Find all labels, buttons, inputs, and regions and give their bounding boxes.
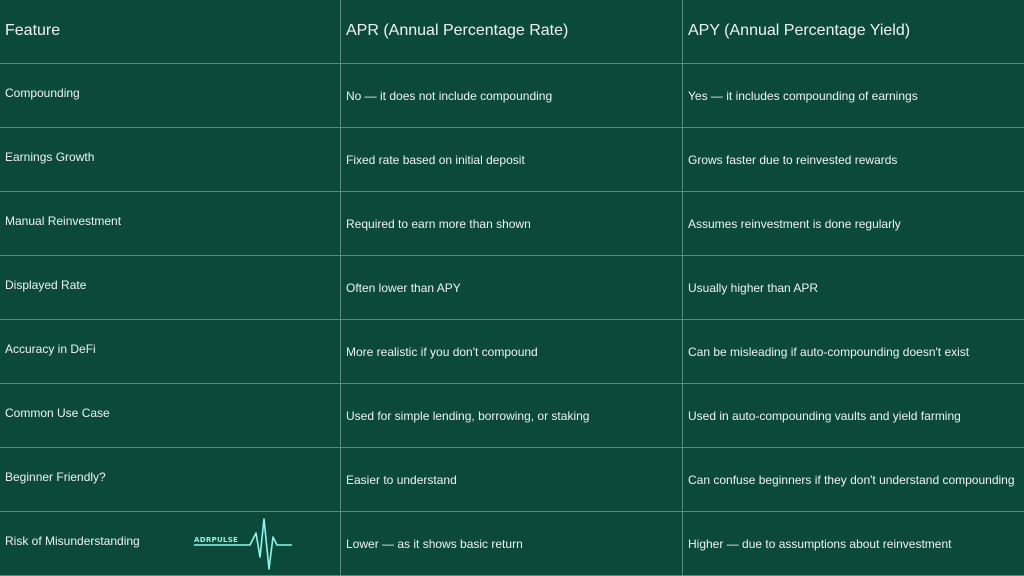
row-apy: Can be misleading if auto-compounding doesn't exist bbox=[683, 320, 1024, 384]
row-feature: Accuracy in DeFi bbox=[0, 320, 341, 384]
row-apr: No — it does not include compounding bbox=[341, 64, 683, 128]
row-apr: Used for simple lending, borrowing, or staking bbox=[341, 384, 683, 448]
row-apy: Yes — it includes compounding of earnings bbox=[683, 64, 1024, 128]
row-apr: Required to earn more than shown bbox=[341, 192, 683, 256]
row-apr: Often lower than APY bbox=[341, 256, 683, 320]
row-feature: Compounding bbox=[0, 64, 341, 128]
adrpulse-logo bbox=[194, 515, 292, 571]
row-apy: Assumes reinvestment is done regularly bbox=[683, 192, 1024, 256]
header-apr: APR (Annual Percentage Rate) bbox=[341, 0, 683, 64]
row-apr: More realistic if you don't compound bbox=[341, 320, 683, 384]
row-apy: Usually higher than APR bbox=[683, 256, 1024, 320]
row-apy: Higher — due to assumptions about reinvestment bbox=[683, 512, 1024, 576]
row-feature: Beginner Friendly? bbox=[0, 448, 341, 512]
header-feature: Feature bbox=[0, 0, 341, 64]
logo-text: ADRPULSE bbox=[194, 536, 239, 544]
row-feature: Risk of Misunderstanding bbox=[0, 512, 341, 576]
row-apy: Grows faster due to reinvested rewards bbox=[683, 128, 1024, 192]
row-feature: Common Use Case bbox=[0, 384, 341, 448]
row-feature: Manual Reinvestment bbox=[0, 192, 341, 256]
header-apy: APY (Annual Percentage Yield) bbox=[683, 0, 1024, 64]
row-apy: Used in auto-compounding vaults and yield farming bbox=[683, 384, 1024, 448]
row-apy: Can confuse beginners if they don't understand compounding bbox=[683, 448, 1024, 512]
row-apr: Lower — as it shows basic return bbox=[341, 512, 683, 576]
row-feature: Earnings Growth bbox=[0, 128, 341, 192]
row-apr: Fixed rate based on initial deposit bbox=[341, 128, 683, 192]
row-apr: Easier to understand bbox=[341, 448, 683, 512]
row-feature: Displayed Rate bbox=[0, 256, 341, 320]
